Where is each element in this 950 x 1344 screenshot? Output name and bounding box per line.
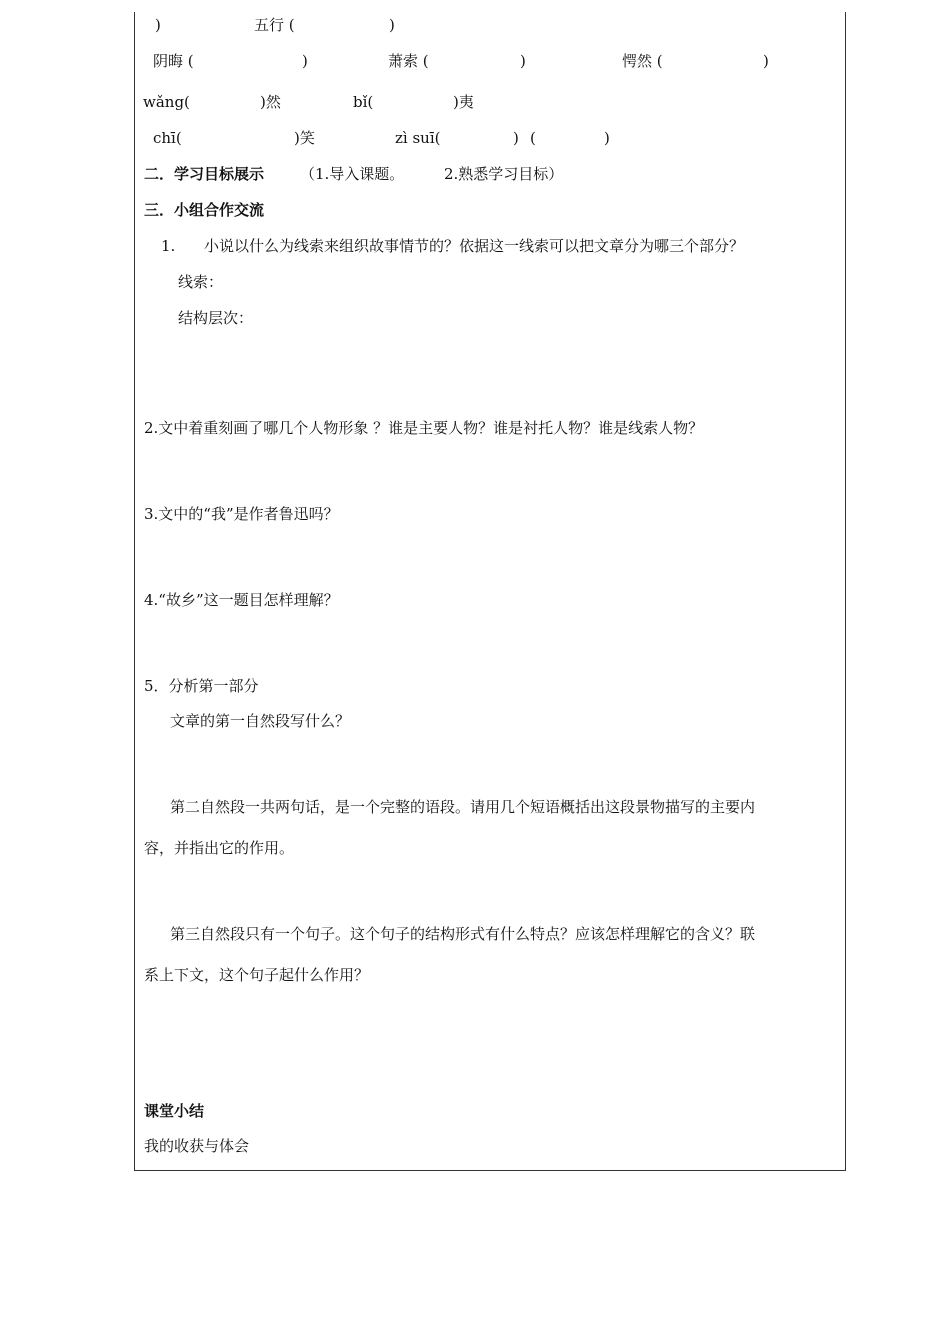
- section2-title: 二．学习目标展示: [144, 165, 265, 183]
- summary-subtitle: 我的收获与体会: [144, 1137, 250, 1155]
- summary-title: 课堂小结: [144, 1102, 205, 1120]
- eran-close: ): [763, 52, 769, 70]
- q1-number: 1.: [161, 237, 176, 255]
- question-2: 2.文中着重刻画了哪几个人物形象 ？谁是主要人物？谁是衬托人物？谁是线索人物？: [144, 419, 704, 437]
- wuxing-close: ): [389, 16, 395, 34]
- zisui-open: (: [530, 129, 536, 147]
- yinhui-label: 阴晦 (: [153, 52, 194, 70]
- chi-label: chī(: [153, 129, 182, 147]
- bi-end: )夷: [453, 93, 474, 111]
- section2-item1: （1.导入课题。: [300, 165, 405, 183]
- zisui-close: ): [604, 129, 610, 147]
- bi-label: bǐ(: [353, 93, 374, 111]
- question-5c-line2: 系上下文，这个句子起什么作用？: [144, 966, 370, 984]
- paren-close: ): [155, 16, 161, 34]
- question-5c-line1: 第三自然段只有一个句子。这个句子的结构形式有什么特点？应该怎样理解它的含义？联: [170, 925, 756, 943]
- xiaosuo-close: ): [520, 52, 526, 70]
- q1-clue-label: 线索：: [178, 273, 224, 291]
- section3-title: 三．小组合作交流: [144, 201, 265, 219]
- chi-end: )笑: [294, 129, 315, 147]
- question-4: 4.“故乡”这一题目怎样理解？: [144, 591, 339, 609]
- wang-end: )然: [260, 93, 281, 111]
- question-5b-line2: 容，并指出它的作用。: [144, 839, 295, 857]
- question-5b-line1: 第二自然段一共两句话，是一个完整的语段。请用几个短语概括出这段景物描写的主要内: [170, 798, 756, 816]
- yinhui-close: ): [302, 52, 308, 70]
- xiaosuo-label: 萧索 (: [388, 52, 429, 70]
- question-3: 3.文中的“我”是作者鲁迅吗？: [144, 505, 339, 523]
- wang-label: wǎng(: [143, 93, 190, 111]
- q1-structure-label: 结构层次：: [178, 309, 254, 327]
- zisui-mid: ): [513, 129, 519, 147]
- question-5: 5．分析第一部分: [144, 677, 259, 695]
- wuxing-label: 五行 (: [254, 16, 295, 34]
- question-5a: 文章的第一自然段写什么？: [170, 712, 351, 730]
- eran-label: 愕然 (: [622, 52, 663, 70]
- zisui-label: zì suī(: [395, 129, 441, 147]
- question-1: 小说以什么为线索来组织故事情节的？依据这一线索可以把文章分为哪三个部分？: [204, 237, 745, 255]
- section2-item2: 2.熟悉学习目标）: [444, 165, 564, 183]
